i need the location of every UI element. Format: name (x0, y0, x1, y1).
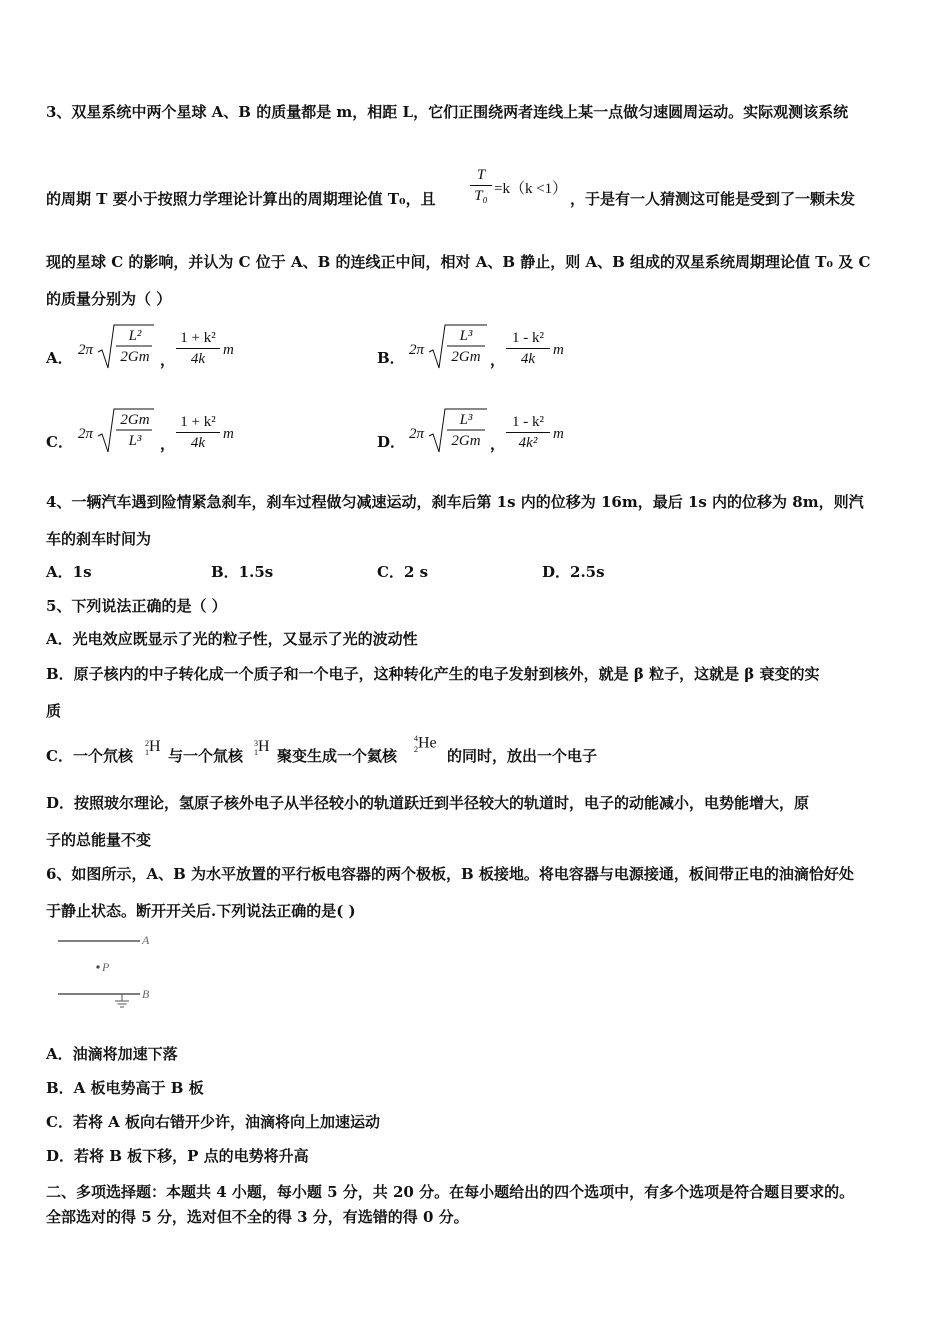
q3-option-d-rad-frac (445, 411, 487, 450)
q3-option-b-unit: m (553, 342, 564, 358)
deuterium-symbol: 2 1H (145, 738, 161, 757)
q5-option-a: A．光电效应既显示了光的粒子性，又显示了光的波动性 (46, 630, 418, 648)
q3-line-3: 现的星球 C 的影响，并认为 C 位于 A、B 的连线正中间，相对 A、B 静止，则 A、B 组成的双星系统周期理论值 T₀ 及 C (46, 253, 871, 271)
q6-option-a: A．油滴将加速下落 (46, 1045, 178, 1063)
q3-option-b-mass-den: 4k (520, 351, 536, 367)
q3-option-c-rad-num: 2Gm (120, 412, 150, 428)
q3-option-b-mass-frac (506, 329, 550, 368)
q3-option-a-prefix: 2π (78, 342, 94, 358)
q3-option-d-mass-frac (506, 413, 550, 452)
q5-option-d-line-2: 子的总能量不变 (46, 831, 152, 849)
q3-option-d-rad-num: L³ (459, 412, 473, 428)
q3-line-1: 3、双星系统中两个星球 A、B 的质量都是 m，相距 L，它们正围绕两者连线上某一点做匀速圆周运动。实际观测该系统 (46, 103, 849, 121)
q3-option-b-rad-num: L³ (459, 328, 473, 344)
q5-option-c-mid-1: 与一个氚核 (168, 747, 244, 765)
q4-option-c: C．2 s (377, 563, 429, 581)
q6-option-b: B．A 板电势高于 B 板 (46, 1079, 204, 1097)
q3-option-c-mass-den: 4k (190, 435, 206, 451)
q3-option-c-rad-den: L³ (128, 433, 142, 449)
q4-option-a: A．1s (46, 563, 92, 581)
q4-line-1: 4、一辆汽车遇到险情紧急刹车，刹车过程做匀减速运动，刹车后第 1s 内的位移为 16m，最后 1s 内的位移为 8m，则汽 (46, 493, 864, 511)
q3-option-a-mass-frac (176, 329, 220, 368)
q5-option-d-line-1: D．按照玻尔理论，氢原子核外电子从半径较小的轨道跃迁到半径较大的轨道时，电子的动能减小，电势能增大，原 (46, 794, 810, 812)
q3-option-c-rad-frac (114, 411, 156, 450)
q3-option-c-mass-num: 1 + k² (180, 414, 216, 430)
point-p-label: P (102, 960, 110, 974)
helium-symbol: 4 2He (414, 734, 437, 754)
q3-ratio-rhs: =k（k <1） (494, 181, 568, 197)
section-2-line-1: 二、多项选择题：本题共 4 小题，每小题 5 分，共 20 分。在每小题给出的四个选项中，有多个选项是符合题目要求的。 (46, 1183, 855, 1201)
q3-line-2a: 的周期 T 要小于按照力学理论计算出的周期理论值 T₀，且 (46, 190, 436, 208)
q4-option-d: D．2.5s (542, 563, 605, 581)
q3-option-c-label: C． (46, 433, 73, 451)
q3-option-a-mass-num: 1 + k² (180, 330, 216, 346)
q3-option-a-unit: m (223, 342, 234, 358)
q3-ratio-fraction (470, 166, 492, 205)
q3-option-d-prefix: 2π (409, 426, 425, 442)
q3-option-a-mass-den: 4k (190, 351, 206, 367)
q3-option-a-rad-den: 2Gm (120, 349, 150, 365)
q6-option-c: C．若将 A 板向右错开少许，油滴将向上加速运动 (46, 1113, 381, 1131)
q3-option-a-rad-frac (114, 327, 156, 366)
q5-stem: 5、下列说法正确的是（ ） (46, 597, 227, 615)
q3-option-c-unit: m (223, 426, 234, 442)
q5-option-b-line-2: 质 (46, 702, 62, 720)
q4-option-b: B．1.5s (211, 563, 274, 581)
q6-line-1: 6、如图所示，A、B 为水平放置的平行板电容器的两个极板，B 板接地。将电容器与电源接通，板间带正电的油滴恰好处 (46, 865, 854, 883)
q5-option-c-mid-2: 聚变生成一个氦核 (277, 747, 398, 765)
q3-option-b-rad-frac (445, 327, 487, 366)
oil-drop-dot (96, 965, 99, 968)
tritium-symbol: 3 1H (254, 738, 270, 757)
plate-a-label: A (142, 933, 150, 947)
q3-option-a-rad-num: L² (128, 328, 142, 344)
q3-line-4: 的质量分别为（ ） (46, 290, 172, 308)
q3-option-d-rad-den: 2Gm (451, 433, 481, 449)
q5-option-c-pre: C．一个氘核 (46, 747, 133, 765)
q3-option-d-mass-num: 1 - k² (512, 414, 544, 430)
q6-line-2: 于静止状态。断开开关后.下列说法正确的是( ) (46, 902, 356, 920)
q3-option-c-mass-frac (176, 413, 220, 452)
q3-ratio-num: T (476, 167, 486, 183)
q3-option-b-prefix: 2π (409, 342, 425, 358)
q3-ratio-den: T₀ (474, 188, 488, 204)
q5-option-b-line-1: B．原子核内的中子转化成一个质子和一个电子，这种转化产生的电子发射到核外，就是 β 粒子，这就是 β 衰变的实 (46, 665, 820, 683)
section-2-line-2: 全部选对的得 5 分，选对但不全的得 3 分，有选错的得 0 分。 (46, 1208, 469, 1226)
q5-option-c-post: 的同时，放出一个电子 (447, 747, 598, 765)
q6-option-d: D．若将 B 板下移，P 点的电势将升高 (46, 1147, 309, 1165)
q3-option-d-label: D． (377, 433, 406, 451)
q4-line-2: 车的刹车时间为 (46, 530, 152, 548)
q3-option-b-label: B． (377, 349, 405, 367)
q3-option-c-prefix: 2π (78, 426, 94, 442)
q3-option-b-rad-den: 2Gm (451, 349, 481, 365)
q3-option-d-mass-den: 4k² (518, 435, 538, 451)
q3-line-2b: ，于是有一人猜测这可能是受到了一颗未发 (570, 190, 856, 208)
q3-option-b-mass-num: 1 - k² (512, 330, 544, 346)
q3-option-d-unit: m (553, 426, 564, 442)
plate-b-label: B (142, 987, 150, 1001)
capacitor-figure (56, 930, 166, 1012)
q3-option-a-label: A． (46, 349, 73, 367)
